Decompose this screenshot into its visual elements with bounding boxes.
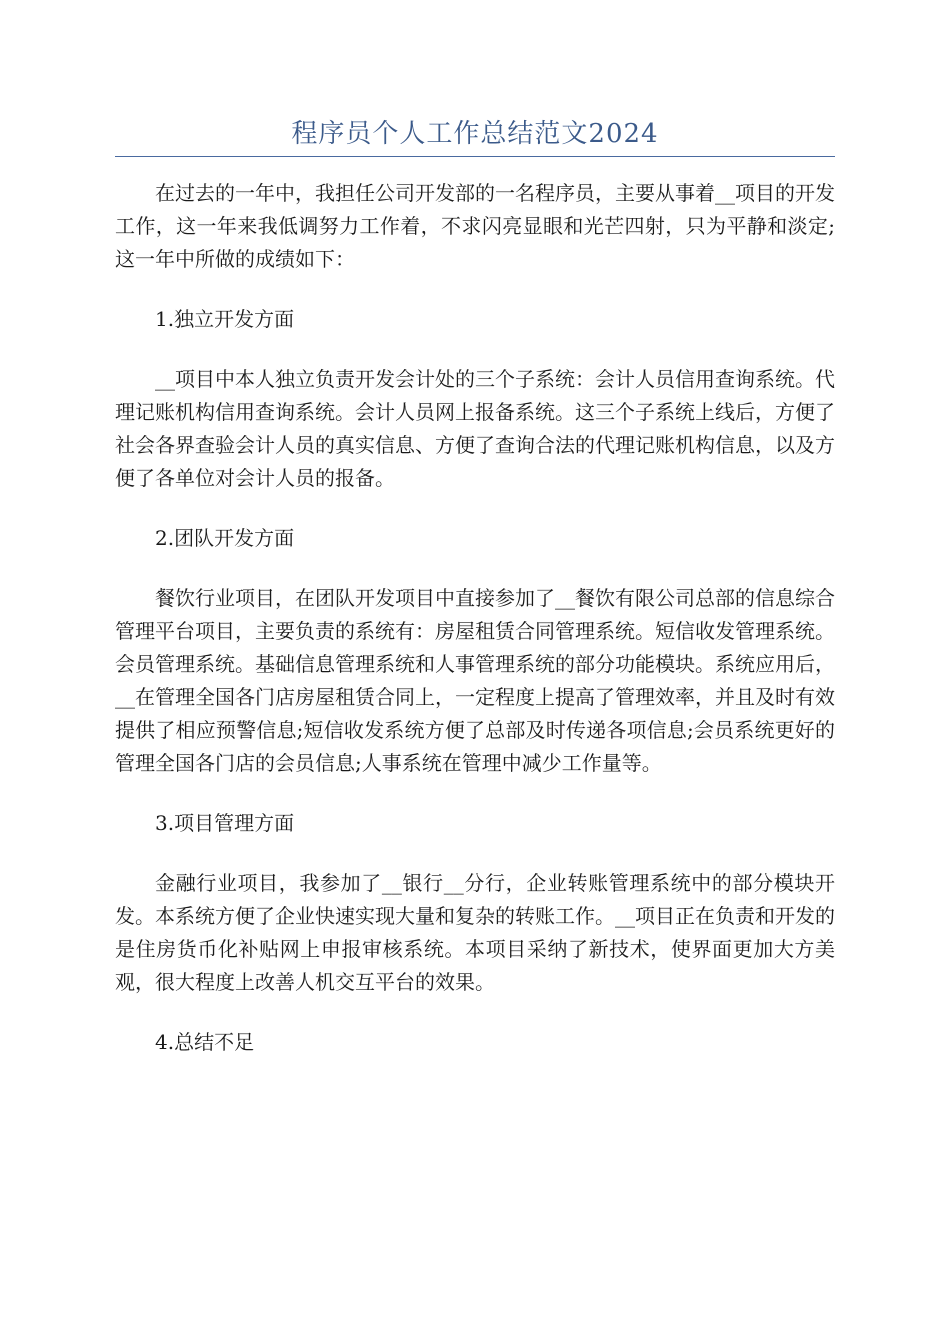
section-heading-independent-dev: 1.独立开发方面 bbox=[155, 307, 295, 331]
section-heading-project-mgmt: 3.项目管理方面 bbox=[155, 811, 295, 835]
paragraph-team-dev: 餐饮行业项目，在团队开发项目中直接参加了__餐饮有限公司总部的信息综合管理平台项目，主要负责的系统有：房屋租赁合同管理系统。短信收发管理系统。会员管理系统。基础信息管理系统和人事管理系统的部分功能模块。系统应用后，__在管理全国各门店房屋租赁合同上，一定程度上提高了管理效率，并且及时有效提供了相应预警信息;短信收发系统方便了总部及时传递各项信息;会员系统更好的管理全国各门店的会员信息;人事系统在管理中减少工作量等。 bbox=[115, 586, 835, 775]
document-page bbox=[115, 112, 835, 1086]
section-heading-team-dev: 2.团队开发方面 bbox=[155, 526, 295, 550]
paragraph-independent-dev: __项目中本人独立负责开发会计处的三个子系统：会计人员信用查询系统。代理记账机构信用查询系统。会计人员网上报备系统。这三个子系统上线后，方便了社会各界查验会计人员的真实信息、方便了查询合法的代理记账机构信息，以及方便了各单位对会计人员的报备。 bbox=[115, 367, 835, 490]
paragraph-project-mgmt: 金融行业项目，我参加了__银行__分行，企业转账管理系统中的部分模块开发。本系统方便了企业快速实现大量和复杂的转账工作。__项目正在负责和开发的是住房货币化补贴网上申报审核系统。本项目采纳了新技术，使界面更加大方美观，很大程度上改善人机交互平台的效果。 bbox=[115, 871, 835, 994]
section-heading-shortcomings: 4.总结不足 bbox=[155, 1030, 255, 1054]
document-title: 程序员个人工作总结范文2024 bbox=[291, 119, 659, 149]
title-underline bbox=[115, 156, 835, 157]
intro-paragraph: 在过去的一年中，我担任公司开发部的一名程序员，主要从事着__项目的开发工作，这一年来我低调努力工作着，不求闪亮显眼和光芒四射，只为平静和淡定;这一年中所做的成绩如下： bbox=[115, 181, 835, 271]
